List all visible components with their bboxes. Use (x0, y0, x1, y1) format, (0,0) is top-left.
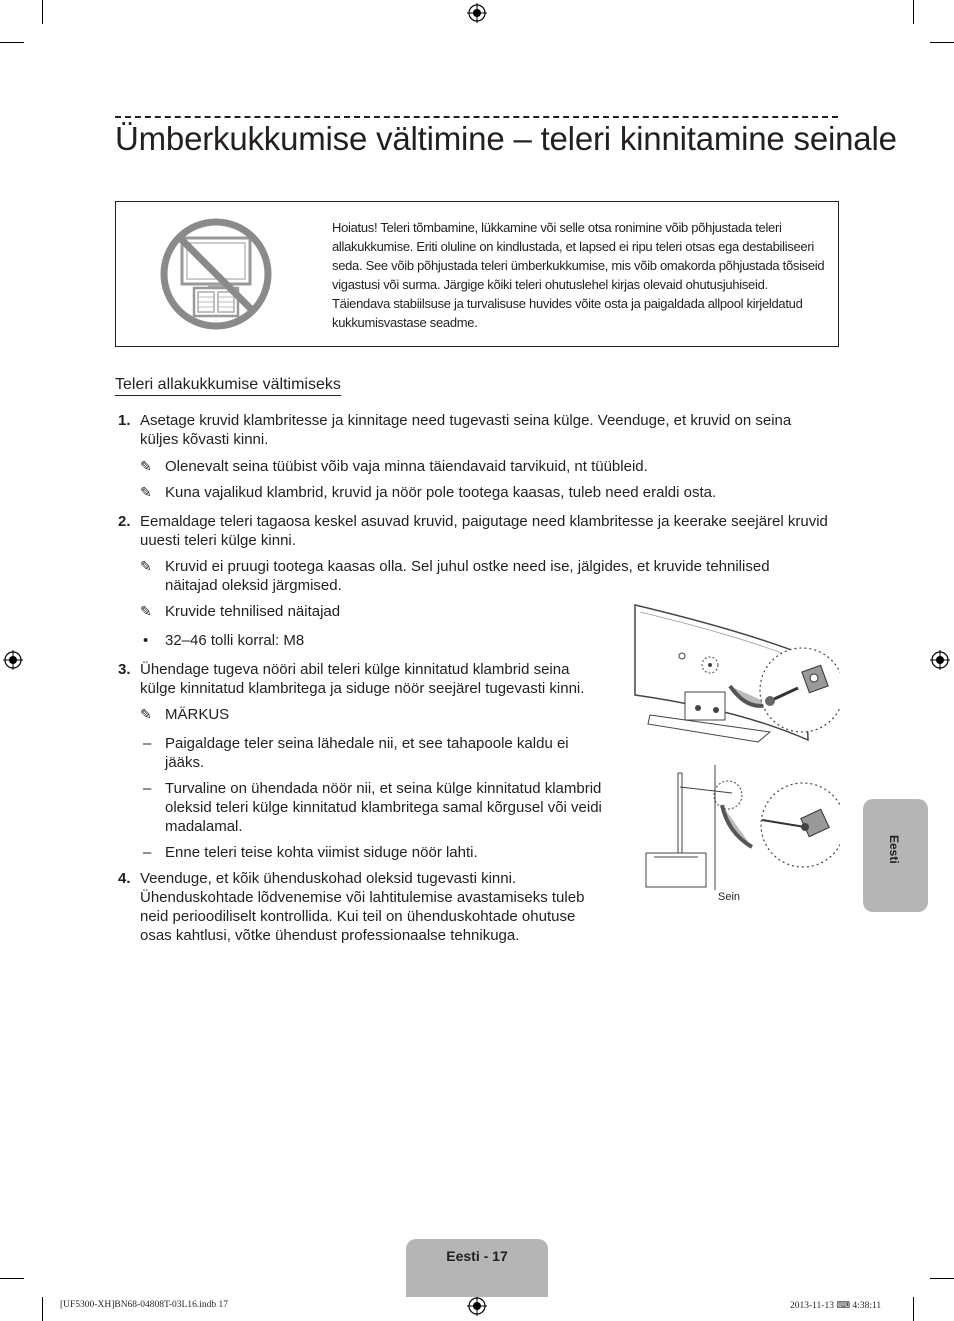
step-number: 2. (118, 513, 131, 530)
note-text: Olenevalt seina tüübist võib vaja minna täiendavaid tarvikuid, nt tüübleid. (165, 458, 648, 475)
registration-mark-icon (467, 3, 487, 23)
bullet-text: 32–46 tolli korral: M8 (165, 632, 305, 649)
crop-mark (913, 1297, 914, 1321)
crop-mark (0, 1278, 24, 1279)
print-file-info: [UF5300-XH]BN68-04808T-03L16.indb 17 (60, 1300, 229, 1310)
registration-mark-icon (467, 1296, 487, 1316)
dash-icon: – (143, 735, 152, 752)
figure-caption: Sein (718, 891, 741, 903)
crop-mark (930, 1278, 954, 1279)
crop-mark (42, 0, 43, 24)
no-climbing-tv-icon (158, 216, 274, 332)
dash-icon: – (143, 844, 152, 861)
page-title: Ümberkukkumise vältimine – teleri kinnitamine seinale (115, 120, 897, 157)
note-icon: ✎ (140, 458, 152, 474)
bullet-icon: • (143, 632, 149, 649)
step-number: 4. (118, 870, 131, 887)
crop-mark (42, 1297, 43, 1321)
title-rule (115, 116, 838, 118)
step-text: Ühendage tugeva nööri abil teleri külge kinnitatud klambrid seina külge kinnitatud klambritega ja siduge nöör seejärel tugevasti kinni. (140, 661, 585, 697)
step-text: Eemaldage teleri tagaosa keskel asuvad kruvid, paigutage need klambritesse ja keerake seejärel kruvid uuesti teleri külge kinni. (140, 513, 828, 549)
print-timestamp: 2013-11-13 ⌨ 4:38:11 (790, 1301, 882, 1311)
note-icon: ✎ (140, 484, 152, 500)
step-number: 1. (118, 412, 131, 429)
note-text: Kruvide tehnilised näitajad (165, 603, 341, 620)
note-text: MÄRKUS (165, 706, 230, 723)
dash-text: Paigaldage teler seina lähedale nii, et see tahapoole kaldu ei jääks. (165, 735, 569, 771)
side-language-label: Eesti (887, 835, 901, 864)
step-text: Veenduge, et kõik ühenduskohad oleksid tugevasti kinni. Ühenduskohtade lõdvenemise või lahtitulemise avastamiseks tuleb neid perioodiliselt kontrollida. Kui teil on ühenduskohtade ohutuse osas kahtlusi, võtke ühendust professionaalse tehnikuga. (140, 870, 585, 944)
section-heading: Teleri allakukkumise vältimiseks (115, 376, 341, 396)
warning-text: Hoiatus! Teleri tõmbamine, lükkamine või selle otsa ronimine võib põhjustada teleri allakukkumise. Eriti oluline on kindlustada, et lapsed ei ripu teleri otsas ega destabiliseeri seda. See võib põhjustada teleri ümberkukkumise, mis võib omakorda põhjustada tõsiseid vigastusi või surma. Järgige kõiki teleri ohutuslehel kirjas olevaid ohutusjuhiseid. Täiendava stabiilsuse ja turvalisuse huvides võite osta ja paigaldada allpool kirjeldatud kukkumisvastase seadme. (332, 220, 825, 330)
registration-mark-icon (930, 650, 950, 670)
step-number: 3. (118, 661, 131, 678)
step-text: Asetage kruvid klambritesse ja kinnitage need tugevasti seina külge. Veenduge, et kruvid on seina küljes kõvasti kinni. (140, 412, 792, 448)
registration-mark-icon (3, 650, 23, 670)
crop-mark (913, 0, 914, 24)
note-text: Kruvid ei pruugi tootega kaasas olla. Sel juhul ostke need ise, jälgides, et kruvide tehnilised näitajad oleksid järgmised. (165, 558, 770, 594)
dash-icon: – (143, 780, 152, 797)
note-icon: ✎ (140, 706, 152, 722)
wall-cord-figure (640, 765, 840, 890)
note-icon: ✎ (140, 558, 152, 574)
dash-text: Enne teleri teise kohta viimist siduge nöör lahti. (165, 844, 478, 861)
dash-text: Turvaline on ühendada nöör nii, et seina külge kinnitatud klambrid oleksid teleri külge kinnitatud klambritega samal kõrgusel või veidi madalamal. (165, 780, 602, 835)
tv-bracket-figure (630, 600, 840, 750)
note-icon: ✎ (140, 603, 152, 619)
page-number: Eesti - 17 (446, 1248, 508, 1264)
note-text: Kuna vajalikud klambrid, kruvid ja nöör pole tootega kaasas, tuleb need eraldi osta. (165, 484, 717, 501)
crop-mark (930, 42, 954, 43)
crop-mark (0, 42, 24, 43)
